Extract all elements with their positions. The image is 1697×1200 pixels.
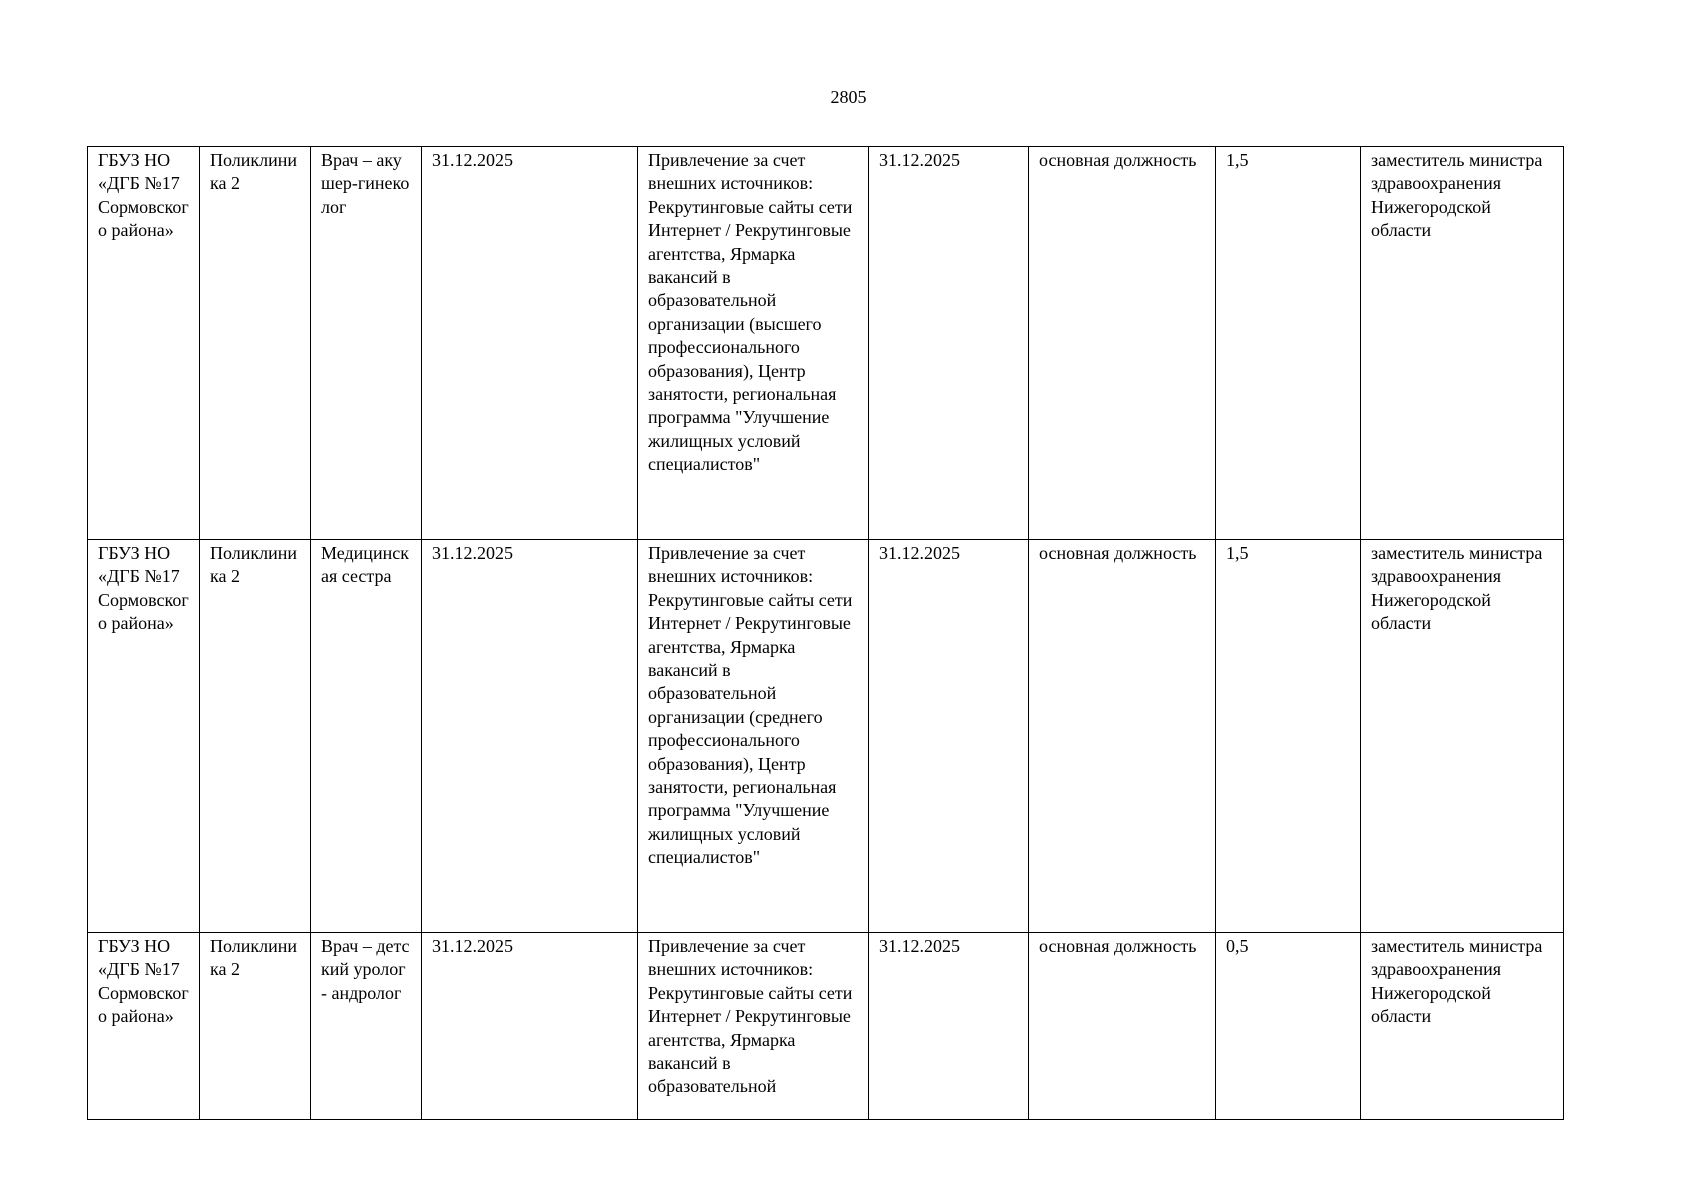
measures-cell: Привлечение за счет внешних источников: Рекрутинговые сайты сети Интернет / Рекрутинговые агентства, Ярмарка вакансий в образовательной организации (высшего профессионального образования), Центр занятости, региональная программа "Улучшение жилищных условий специалистов"	[638, 147, 869, 540]
responsible-cell	[1361, 933, 1564, 1120]
deadline-cell	[869, 933, 1029, 1120]
organization-cell: ГБУЗ НО «ДГБ №17 Сормовского района»	[88, 540, 200, 933]
responsible-text: заместитель министра здравоохранения Нижегородской области	[1371, 936, 1543, 1027]
date-text: 31.12.2025	[432, 936, 513, 956]
table-row	[88, 540, 1564, 933]
rate-text: 0,5	[1226, 936, 1249, 956]
department-cell: Поликлиника 2	[200, 147, 311, 540]
staffing-measures-table	[87, 146, 1564, 1120]
position-cell	[311, 933, 422, 1120]
measures-cell	[638, 933, 869, 1120]
position-type-cell	[1029, 933, 1216, 1120]
position-type-cell: основная должность	[1029, 147, 1216, 540]
department-cell: Поликлиника 2	[200, 540, 311, 933]
organization-cell: ГБУЗ НО «ДГБ №17 Сормовского района»	[88, 147, 200, 540]
organization-cell	[88, 933, 200, 1120]
date-cell	[422, 933, 638, 1120]
rate-cell: 1,5	[1216, 147, 1361, 540]
responsible-cell: заместитель министра здравоохранения Нижегородской области	[1361, 147, 1564, 540]
deadline-text: 31.12.2025	[879, 936, 960, 956]
organization-text: ГБУЗ НО «ДГБ №17 Сормовского района»	[98, 936, 189, 1027]
measures-text: Привлечение за счет внешних источников: Рекрутинговые сайты сети Интернет / Рекрутинговые агентства, Ярмарка вакансий в образовательной	[648, 936, 853, 1097]
measures-cell: Привлечение за счет внешних источников: Рекрутинговые сайты сети Интернет / Рекрутинговые агентства, Ярмарка вакансий в образовательной организации (среднего профессионального образования), Центр занятости, региональная программа "Улучшение жилищных условий специалистов"	[638, 540, 869, 933]
rate-cell: 1,5	[1216, 540, 1361, 933]
table-row	[88, 147, 1564, 540]
page-number: 2805	[830, 87, 867, 107]
position-type-text: основная должность	[1039, 936, 1197, 956]
position-cell: Медицинская сестра	[311, 540, 422, 933]
department-text: Поликлиника 2	[210, 936, 298, 980]
position-text: Врач – детский уролог - андролог	[321, 936, 410, 1003]
rate-cell	[1216, 933, 1361, 1120]
date-cell: 31.12.2025	[422, 540, 638, 933]
deadline-cell: 31.12.2025	[869, 147, 1029, 540]
position-cell: Врач – акушер-гинеколог	[311, 147, 422, 540]
responsible-cell: заместитель министра здравоохранения Нижегородской области	[1361, 540, 1564, 933]
department-cell	[200, 933, 311, 1120]
deadline-cell: 31.12.2025	[869, 540, 1029, 933]
date-cell: 31.12.2025	[422, 147, 638, 540]
table-row	[88, 933, 1564, 1120]
position-type-cell: основная должность	[1029, 540, 1216, 933]
